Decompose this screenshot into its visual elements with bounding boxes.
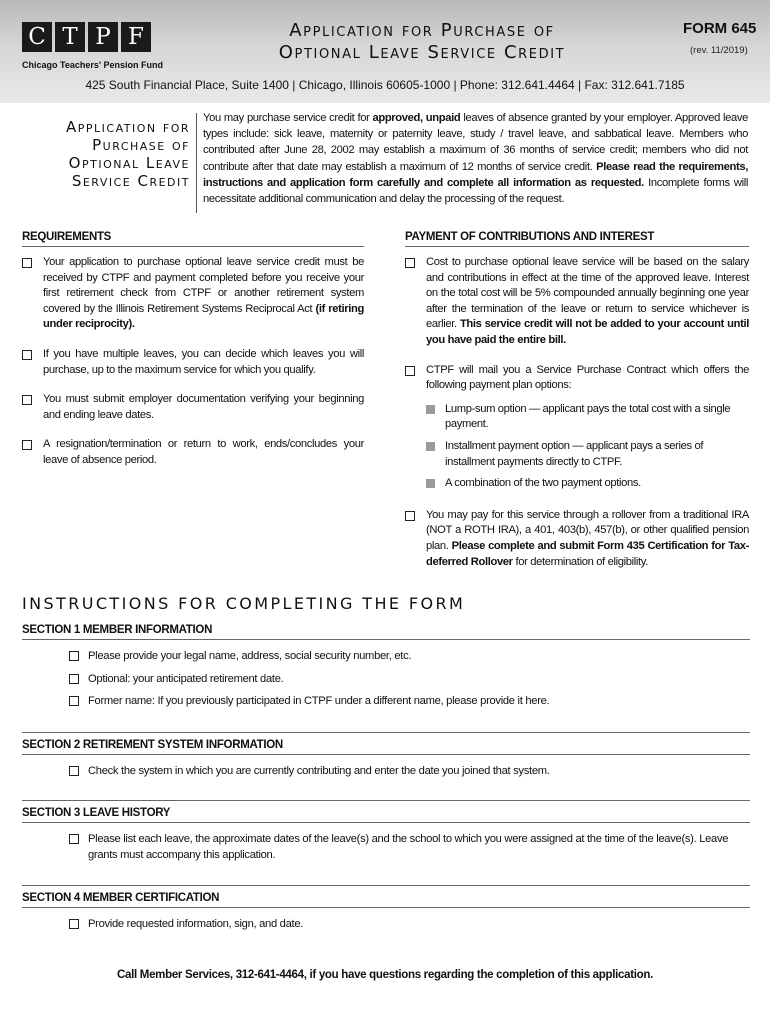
section-divider xyxy=(22,800,750,807)
instruction-text: Optional: your anticipated retirement date. xyxy=(88,672,284,685)
intro-text: leaves of absence granted by your employer. Approved leave types include: sick leave, maternity or paternity leave, study / travel leave, and sabbatical leave. Members who contributed after June 28, 2002 may establish a maximum of 36 months of service credit; members who did not contribute after that date may establish a maximum of 12 months of service credit. xyxy=(203,112,749,173)
intro-bold: Please read the requirements, instructions and application form carefully and complete all information as requested. xyxy=(203,160,748,189)
requirement-item xyxy=(22,437,364,468)
logo-subtitle: Chicago Teachers' Pension Fund xyxy=(22,60,163,70)
contact-address: 425 South Financial Place, Suite 1400 | Chicago, Illinois 60605-1000 | Phone: 312.641.4464 | Fax: 312.641.7185 xyxy=(85,78,685,92)
checkbox-icon xyxy=(69,696,79,706)
side-title-line: Application for xyxy=(66,118,190,136)
instruction-text: Provide requested information, sign, and date. xyxy=(88,918,304,930)
footer-note: Call Member Services, 312-641-4464, if you have questions regarding the completion of this application. xyxy=(117,969,653,981)
checkbox-icon xyxy=(405,258,415,268)
intro-bold: approved, unpaid xyxy=(372,112,461,124)
checkbox-icon xyxy=(22,258,32,268)
checkbox-icon xyxy=(69,651,79,661)
payment-option-text: A combination of the two payment options. xyxy=(445,477,641,490)
checkbox-icon xyxy=(405,366,415,376)
instruction-item xyxy=(22,764,750,780)
requirements-heading: REQUIREMENTS xyxy=(22,231,364,247)
instruction-text: Please list each leave, the approximate dates of the leave(s) and the school to which you were assigned at the time of the leave(s). Leave grants must accompany this application. xyxy=(88,833,729,861)
section-heading: SECTION 3 LEAVE HISTORY xyxy=(22,807,750,823)
checkbox-icon xyxy=(69,766,79,776)
logo-letter: F xyxy=(121,22,151,52)
checkbox-icon xyxy=(69,834,79,844)
instruction-item xyxy=(22,649,750,665)
ctpf-logo xyxy=(22,22,151,52)
payment-bold: This service credit will not be added to your account until you have paid the entire bill. xyxy=(426,318,749,346)
payment-heading: PAYMENT OF CONTRIBUTIONS AND INTEREST xyxy=(405,231,749,247)
payment-text: CTPF will mail you a Service Purchase Contract which offers the following payment plan options: xyxy=(426,363,749,392)
section-divider xyxy=(22,732,750,739)
checkbox-icon xyxy=(22,350,32,360)
requirement-text: A resignation/termination or return to work, ends/concludes your leave of absence period. xyxy=(43,438,364,466)
requirement-text: Your application to purchase optional leave service credit must be received by CTPF and payment completed before you receive your first retirement check from CTPF or another retirement system covered by the Illinois Retirement Systems Reciprocal Act xyxy=(43,256,364,315)
payment-option-text: Installment payment option — applicant pays a series of installment payments directly to CTPF. xyxy=(445,439,704,468)
form-number: FORM 645 xyxy=(683,20,757,37)
instruction-text: Please provide your legal name, address, social security number, etc. xyxy=(88,650,412,662)
intro-paragraph xyxy=(203,110,748,207)
payment-option xyxy=(405,439,749,470)
payment-bold: Please complete and submit Form 435 Certification for Tax-deferred Rollover xyxy=(426,539,749,568)
square-bullet-icon xyxy=(426,442,435,451)
payment-option-text: Lump-sum option — applicant pays the total cost with a single payment. xyxy=(445,402,731,431)
instruction-item xyxy=(22,832,750,863)
instructions-title: INSTRUCTIONS FOR COMPLETING THE FORM xyxy=(22,594,466,613)
requirement-item xyxy=(22,347,364,378)
intro-text: Incomplete forms will necessitate additional communication and delay the processing of the request. xyxy=(203,176,748,206)
section-3 xyxy=(22,800,750,870)
side-title-line: Service Credit xyxy=(71,172,190,190)
intro-text: You may purchase service credit for xyxy=(203,112,373,124)
intro-divider xyxy=(196,113,197,213)
logo-letter: T xyxy=(55,22,85,52)
requirement-item xyxy=(22,255,364,333)
instruction-item xyxy=(22,672,750,688)
side-title-line: Purchase of xyxy=(92,136,190,154)
section-4 xyxy=(22,885,750,940)
checkbox-icon xyxy=(22,395,32,405)
payment-item xyxy=(405,363,749,394)
requirement-text: If you have multiple leaves, you can decide which leaves you will purchase, up to the maximum service for which you qualify. xyxy=(43,347,364,376)
logo-letter: C xyxy=(22,22,52,52)
requirement-item xyxy=(22,392,364,423)
requirements-column xyxy=(22,231,364,483)
section-1 xyxy=(22,624,750,717)
instruction-item xyxy=(22,917,750,933)
form-title-line-1: Application for Purchase of xyxy=(289,20,555,41)
form-revision: (rev. 11/2019) xyxy=(690,45,748,56)
checkbox-icon xyxy=(69,919,79,929)
payment-option xyxy=(405,476,749,492)
header-band xyxy=(0,0,770,103)
payment-item xyxy=(405,508,749,570)
requirement-bold: (if retiring under reciprocity). xyxy=(43,302,364,331)
requirement-text: You must submit employer documentation verifying your beginning and ending leave dates. xyxy=(43,393,364,421)
checkbox-icon xyxy=(405,511,415,521)
payment-text: for determination of eligibility. xyxy=(512,555,648,568)
section-heading: SECTION 2 RETIREMENT SYSTEM INFORMATION xyxy=(22,739,750,755)
payment-option xyxy=(405,402,749,433)
section-heading: SECTION 4 MEMBER CERTIFICATION xyxy=(22,892,750,908)
instruction-text: Check the system in which you are currently contributing and enter the date you joined that system. xyxy=(88,765,550,777)
form-title xyxy=(222,20,622,64)
section-divider xyxy=(22,885,750,892)
checkbox-icon xyxy=(69,674,79,684)
instruction-text: Former name: If you previously participated in CTPF under a different name, please provide it here. xyxy=(88,695,550,708)
payment-text: Cost to purchase optional leave service will be based on the salary and contributions in effect at the time of the approved leave. Interest on the total cost will be 5% compounded annually beginning one year after the termination of the leave or return to service whichever is earlier. xyxy=(426,256,749,331)
instruction-item xyxy=(22,694,750,710)
payment-item xyxy=(405,255,749,349)
payment-column xyxy=(405,231,749,584)
checkbox-icon xyxy=(22,440,32,450)
form-title-line-2: Optional Leave Service Credit xyxy=(278,42,566,63)
payment-text: You may pay for this service through a rollover from a traditional IRA (NOT a ROTH IRA), a 401, 403(b), 457(b), or other qualified pension plan. xyxy=(426,508,749,552)
square-bullet-icon xyxy=(426,405,435,414)
logo-letter: P xyxy=(88,22,118,52)
square-bullet-icon xyxy=(426,479,435,488)
section-heading: SECTION 1 MEMBER INFORMATION xyxy=(22,624,750,640)
section-2 xyxy=(22,732,750,787)
side-title xyxy=(18,118,190,190)
side-title-line: Optional Leave xyxy=(68,154,190,172)
